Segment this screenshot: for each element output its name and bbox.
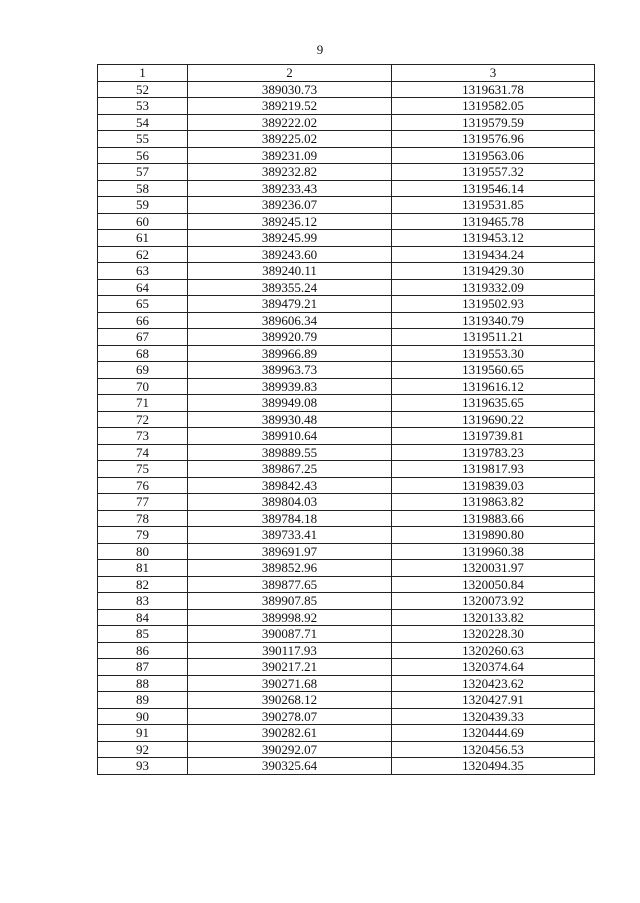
table-row [98,395,595,412]
cell-y-coordinate: 1319332.09 [392,279,595,296]
table-row [98,428,595,445]
cell-point-number: 82 [98,576,188,593]
cell-point-number: 65 [98,296,188,313]
table-row [98,758,595,775]
cell-x-coordinate: 389920.79 [188,329,392,346]
cell-x-coordinate: 389245.12 [188,213,392,230]
cell-point-number: 62 [98,246,188,263]
cell-x-coordinate: 389784.18 [188,510,392,527]
table-row [98,741,595,758]
cell-point-number: 64 [98,279,188,296]
table-row [98,197,595,214]
cell-x-coordinate: 390271.68 [188,675,392,692]
cell-point-number: 90 [98,708,188,725]
cell-x-coordinate: 389691.97 [188,543,392,560]
cell-point-number: 80 [98,543,188,560]
table-row [98,263,595,280]
cell-point-number: 70 [98,378,188,395]
table-row [98,659,595,676]
cell-y-coordinate: 1320050.84 [392,576,595,593]
cell-y-coordinate: 1320494.35 [392,758,595,775]
table-row [98,180,595,197]
cell-x-coordinate: 389966.89 [188,345,392,362]
table-body [98,81,595,774]
cell-y-coordinate: 1319817.93 [392,461,595,478]
coordinates-table [97,64,595,775]
table-row [98,576,595,593]
cell-x-coordinate: 390325.64 [188,758,392,775]
cell-y-coordinate: 1319546.14 [392,180,595,197]
cell-point-number: 52 [98,81,188,98]
table-row [98,675,595,692]
cell-x-coordinate: 389907.85 [188,593,392,610]
cell-point-number: 56 [98,147,188,164]
table-row [98,114,595,131]
cell-y-coordinate: 1319783.23 [392,444,595,461]
table-row [98,312,595,329]
cell-x-coordinate: 390217.21 [188,659,392,676]
table-row [98,444,595,461]
cell-x-coordinate: 389232.82 [188,164,392,181]
cell-y-coordinate: 1319690.22 [392,411,595,428]
cell-point-number: 74 [98,444,188,461]
table-row [98,461,595,478]
table-row [98,81,595,98]
header-cell-x: 2 [188,65,392,82]
cell-x-coordinate: 389949.08 [188,395,392,412]
cell-y-coordinate: 1320073.92 [392,593,595,610]
table-row [98,692,595,709]
table-header [98,65,595,82]
cell-point-number: 68 [98,345,188,362]
cell-point-number: 78 [98,510,188,527]
table-row [98,230,595,247]
table-row [98,708,595,725]
cell-x-coordinate: 389804.03 [188,494,392,511]
cell-x-coordinate: 389877.65 [188,576,392,593]
table-row [98,527,595,544]
cell-x-coordinate: 389245.99 [188,230,392,247]
cell-x-coordinate: 389963.73 [188,362,392,379]
cell-point-number: 79 [98,527,188,544]
cell-point-number: 69 [98,362,188,379]
header-row [98,65,595,82]
cell-y-coordinate: 1319434.24 [392,246,595,263]
cell-point-number: 93 [98,758,188,775]
cell-point-number: 53 [98,98,188,115]
cell-x-coordinate: 389219.52 [188,98,392,115]
cell-x-coordinate: 389939.83 [188,378,392,395]
cell-x-coordinate: 390292.07 [188,741,392,758]
cell-y-coordinate: 1319557.32 [392,164,595,181]
table-row [98,213,595,230]
table-row [98,494,595,511]
cell-x-coordinate: 389910.64 [188,428,392,445]
table-row [98,626,595,643]
cell-point-number: 81 [98,560,188,577]
cell-x-coordinate: 389733.41 [188,527,392,544]
cell-point-number: 58 [98,180,188,197]
cell-y-coordinate: 1320133.82 [392,609,595,626]
cell-y-coordinate: 1319563.06 [392,147,595,164]
table-row [98,246,595,263]
cell-point-number: 77 [98,494,188,511]
cell-point-number: 72 [98,411,188,428]
cell-x-coordinate: 390117.93 [188,642,392,659]
cell-y-coordinate: 1319560.65 [392,362,595,379]
cell-y-coordinate: 1319531.85 [392,197,595,214]
cell-y-coordinate: 1319465.78 [392,213,595,230]
cell-point-number: 63 [98,263,188,280]
cell-y-coordinate: 1320260.63 [392,642,595,659]
table-row [98,593,595,610]
cell-x-coordinate: 390278.07 [188,708,392,725]
cell-point-number: 84 [98,609,188,626]
cell-x-coordinate: 389479.21 [188,296,392,313]
cell-y-coordinate: 1319340.79 [392,312,595,329]
cell-y-coordinate: 1320228.30 [392,626,595,643]
cell-x-coordinate: 389355.24 [188,279,392,296]
cell-x-coordinate: 389233.43 [188,180,392,197]
cell-point-number: 59 [98,197,188,214]
table-row [98,378,595,395]
cell-point-number: 92 [98,741,188,758]
cell-x-coordinate: 389842.43 [188,477,392,494]
cell-point-number: 73 [98,428,188,445]
cell-y-coordinate: 1319553.30 [392,345,595,362]
cell-y-coordinate: 1319890.80 [392,527,595,544]
cell-x-coordinate: 389852.96 [188,560,392,577]
cell-y-coordinate: 1320427.91 [392,692,595,709]
cell-y-coordinate: 1319453.12 [392,230,595,247]
cell-x-coordinate: 389030.73 [188,81,392,98]
cell-point-number: 61 [98,230,188,247]
table-row [98,164,595,181]
table-row [98,98,595,115]
cell-x-coordinate: 389889.55 [188,444,392,461]
table-row [98,642,595,659]
cell-y-coordinate: 1320444.69 [392,725,595,742]
table-row [98,147,595,164]
cell-y-coordinate: 1319429.30 [392,263,595,280]
cell-y-coordinate: 1319579.59 [392,114,595,131]
cell-point-number: 88 [98,675,188,692]
table-row [98,279,595,296]
cell-y-coordinate: 1319960.38 [392,543,595,560]
cell-y-coordinate: 1319616.12 [392,378,595,395]
table-row [98,411,595,428]
table-row [98,560,595,577]
cell-y-coordinate: 1320031.97 [392,560,595,577]
cell-y-coordinate: 1320423.62 [392,675,595,692]
cell-x-coordinate: 389231.09 [188,147,392,164]
cell-point-number: 91 [98,725,188,742]
cell-x-coordinate: 389606.34 [188,312,392,329]
cell-y-coordinate: 1319502.93 [392,296,595,313]
table-row [98,609,595,626]
table-row [98,345,595,362]
cell-y-coordinate: 1320374.64 [392,659,595,676]
cell-point-number: 66 [98,312,188,329]
cell-y-coordinate: 1320439.33 [392,708,595,725]
cell-x-coordinate: 389236.07 [188,197,392,214]
cell-x-coordinate: 389867.25 [188,461,392,478]
cell-x-coordinate: 389930.48 [188,411,392,428]
cell-x-coordinate: 390282.61 [188,725,392,742]
cell-y-coordinate: 1319839.03 [392,477,595,494]
cell-y-coordinate: 1320456.53 [392,741,595,758]
table-row [98,543,595,560]
cell-point-number: 54 [98,114,188,131]
table-row [98,510,595,527]
cell-x-coordinate: 389998.92 [188,609,392,626]
cell-y-coordinate: 1319635.65 [392,395,595,412]
header-cell-point-number: 1 [98,65,188,82]
cell-x-coordinate: 389243.60 [188,246,392,263]
cell-point-number: 60 [98,213,188,230]
cell-point-number: 71 [98,395,188,412]
table-row [98,362,595,379]
cell-point-number: 87 [98,659,188,676]
cell-point-number: 86 [98,642,188,659]
cell-y-coordinate: 1319582.05 [392,98,595,115]
header-cell-y: 3 [392,65,595,82]
table-row [98,329,595,346]
cell-point-number: 76 [98,477,188,494]
table-row [98,477,595,494]
cell-x-coordinate: 389222.02 [188,114,392,131]
table-row [98,725,595,742]
cell-x-coordinate: 389240.11 [188,263,392,280]
cell-x-coordinate: 389225.02 [188,131,392,148]
cell-x-coordinate: 390087.71 [188,626,392,643]
cell-y-coordinate: 1319739.81 [392,428,595,445]
cell-y-coordinate: 1319863.82 [392,494,595,511]
page-number: 9 [316,42,324,57]
cell-point-number: 57 [98,164,188,181]
cell-y-coordinate: 1319883.66 [392,510,595,527]
cell-point-number: 89 [98,692,188,709]
cell-point-number: 55 [98,131,188,148]
cell-x-coordinate: 390268.12 [188,692,392,709]
cell-point-number: 75 [98,461,188,478]
table-row [98,131,595,148]
table-row [98,296,595,313]
cell-point-number: 67 [98,329,188,346]
cell-y-coordinate: 1319511.21 [392,329,595,346]
cell-y-coordinate: 1319631.78 [392,81,595,98]
cell-point-number: 83 [98,593,188,610]
cell-y-coordinate: 1319576.96 [392,131,595,148]
cell-point-number: 85 [98,626,188,643]
